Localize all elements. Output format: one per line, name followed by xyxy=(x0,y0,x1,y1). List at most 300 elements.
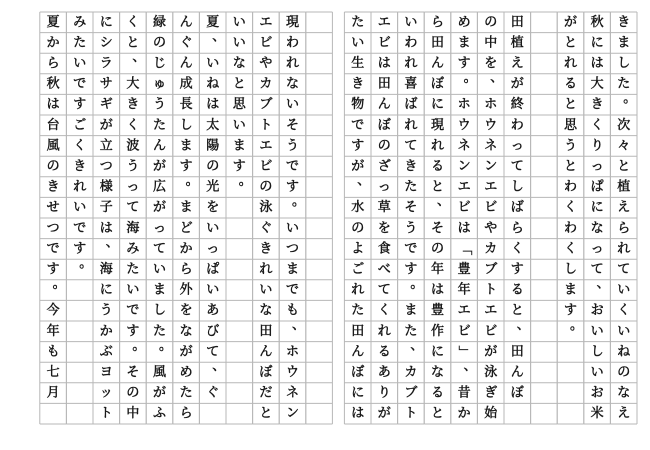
manuscript-character: ぼ xyxy=(510,385,524,401)
manuscript-character: 現 xyxy=(285,14,300,30)
manuscript-character: の xyxy=(484,14,498,30)
manuscript-character: く xyxy=(377,303,391,319)
manuscript-character: ふ xyxy=(152,406,167,422)
manuscript-character: で xyxy=(351,117,365,133)
manuscript-character: は xyxy=(99,220,113,236)
manuscript-character: な xyxy=(179,323,193,339)
manuscript-character: く xyxy=(126,117,140,133)
manuscript-character: を xyxy=(377,220,391,236)
manuscript-character: な xyxy=(259,303,273,319)
manuscript-character: ト xyxy=(99,406,113,422)
manuscript-character: ブ xyxy=(484,262,498,277)
manuscript-character: ウ xyxy=(457,117,471,133)
manuscript-character: る xyxy=(430,385,445,401)
manuscript-character: 子 xyxy=(99,200,113,216)
manuscript-character: 「 xyxy=(456,242,472,256)
manuscript-character: 海 xyxy=(99,262,113,277)
manuscript-character: て xyxy=(377,282,391,298)
manuscript-character: て xyxy=(404,138,418,154)
manuscript-character: に xyxy=(590,35,604,51)
manuscript-character: エ xyxy=(457,179,471,195)
manuscript-character: 始 xyxy=(484,406,498,422)
manuscript-character: え xyxy=(617,406,631,422)
manuscript-character: エ xyxy=(484,179,498,195)
manuscript-character: シ xyxy=(99,35,113,51)
manuscript-character: た xyxy=(617,76,631,92)
manuscript-character: ど xyxy=(179,220,193,236)
manuscript-character: ネ xyxy=(285,385,300,401)
manuscript-character: ビ xyxy=(259,35,273,51)
manuscript-character: す xyxy=(510,262,524,277)
manuscript-character: の xyxy=(206,159,220,174)
manuscript-character: じ xyxy=(152,56,167,71)
manuscript-character: ん xyxy=(259,344,273,360)
manuscript-character: ブ xyxy=(404,385,418,401)
manuscript-character: い xyxy=(206,220,220,236)
manuscript-character: な xyxy=(285,76,300,92)
manuscript-character: き xyxy=(404,159,418,174)
manuscript-character: す xyxy=(179,159,193,174)
manuscript-character: 、 xyxy=(463,359,477,374)
manuscript-character: た xyxy=(179,385,193,401)
manuscript-character: て xyxy=(206,344,220,360)
manuscript-character: す xyxy=(563,303,578,319)
manuscript-character: ト xyxy=(404,406,418,422)
manuscript-character: れ xyxy=(351,282,365,298)
manuscript-character: い xyxy=(590,365,604,380)
manuscript-character: す xyxy=(126,323,140,339)
manuscript-character: る xyxy=(430,159,445,174)
manuscript-character: ぎ xyxy=(484,385,498,401)
manuscript-character: し xyxy=(510,179,524,195)
manuscript-character: れ xyxy=(377,323,391,339)
manuscript-character: 。 xyxy=(463,70,477,86)
manuscript-character: そ xyxy=(404,200,418,216)
manuscript-character: ご xyxy=(351,262,365,277)
manuscript-character: よ xyxy=(351,241,365,257)
manuscript-character: 緑 xyxy=(152,14,167,30)
manuscript-character: ホ xyxy=(457,97,471,113)
manuscript-character: れ xyxy=(430,138,445,154)
manuscript-character: ん xyxy=(351,344,365,360)
manuscript-character: 田 xyxy=(510,344,524,360)
manuscript-character: に xyxy=(590,200,604,216)
manuscript-character: い xyxy=(259,282,273,298)
manuscript-character: あ xyxy=(206,303,220,319)
manuscript-character: カ xyxy=(259,76,273,92)
manuscript-character: え xyxy=(510,56,524,71)
manuscript-character: た xyxy=(152,323,167,339)
manuscript-character: す xyxy=(404,262,418,277)
manuscript-character: を xyxy=(206,200,220,216)
manuscript-character: 中 xyxy=(126,406,140,422)
manuscript-character: あ xyxy=(377,365,391,380)
manuscript-character: っ xyxy=(377,179,391,195)
manuscript-character: し xyxy=(590,344,604,360)
manuscript-character: 終 xyxy=(510,97,524,113)
manuscript-character: 、 xyxy=(132,50,146,65)
manuscript-character: が xyxy=(179,344,193,360)
manuscript-character: か xyxy=(99,323,113,339)
manuscript-character: に xyxy=(430,344,445,360)
manuscript-character: ん xyxy=(510,365,524,380)
manuscript-character: で xyxy=(285,282,300,298)
manuscript-character: ば xyxy=(404,97,418,113)
manuscript-character: エ xyxy=(484,303,498,319)
manuscript-character: の xyxy=(617,365,631,380)
manuscript-character: 夏 xyxy=(206,14,220,30)
manuscript-character: べ xyxy=(377,262,391,277)
manuscript-character: に xyxy=(351,385,365,401)
manuscript-character: ホ xyxy=(285,344,300,360)
manuscript-character: う xyxy=(285,138,300,154)
manuscript-character: い xyxy=(232,14,246,30)
manuscript-character: い xyxy=(73,200,87,216)
manuscript-character: ぶ xyxy=(99,344,113,360)
manuscript-character: ぱ xyxy=(590,179,604,195)
manuscript-character: 泳 xyxy=(484,365,498,380)
manuscript-character: ブ xyxy=(259,97,273,113)
manuscript-character: き xyxy=(46,179,60,195)
manuscript-character: の xyxy=(430,241,445,257)
manuscript-character: 長 xyxy=(179,97,193,113)
manuscript-character: れ xyxy=(617,241,631,257)
manuscript-character: ネ xyxy=(457,138,471,154)
manuscript-character: て xyxy=(617,262,631,277)
manuscript-character: 豊 xyxy=(457,262,471,277)
manuscript-character: つ xyxy=(99,159,113,174)
manuscript-character: 台 xyxy=(46,117,60,133)
manuscript-character: れ xyxy=(73,179,87,195)
manuscript-character: ん xyxy=(430,56,445,71)
manuscript-character: 。 xyxy=(291,194,306,210)
manuscript-character: 植 xyxy=(617,179,631,195)
manuscript-character: い xyxy=(617,323,631,339)
manuscript-character: 思 xyxy=(232,97,246,113)
manuscript-character: 中 xyxy=(484,35,498,51)
manuscript-character: は xyxy=(46,97,60,113)
manuscript-character: な xyxy=(232,56,246,71)
manuscript-character: 風 xyxy=(46,138,60,154)
manuscript-character: ビ xyxy=(457,323,471,339)
manuscript-character: 、 xyxy=(516,317,530,333)
manuscript-character: い xyxy=(73,56,87,71)
manuscript-character: い xyxy=(590,323,604,339)
manuscript-character: な xyxy=(430,365,445,380)
manuscript-character: が xyxy=(377,406,391,422)
manuscript-character: く xyxy=(563,200,578,216)
manuscript-character: カ xyxy=(404,365,418,380)
manuscript-character: く xyxy=(126,14,140,30)
manuscript-character: 思 xyxy=(563,117,578,133)
manuscript-character: ざ xyxy=(377,159,391,174)
manuscript-character: 月 xyxy=(46,385,60,401)
manuscript-character: い xyxy=(285,220,300,236)
manuscript-character: ら xyxy=(179,406,193,422)
manuscript-character: で xyxy=(73,76,87,92)
manuscript-character: な xyxy=(617,385,631,401)
manuscript-character: ね xyxy=(206,76,220,92)
manuscript-character: 七 xyxy=(46,365,60,380)
manuscript-character: 秋 xyxy=(46,76,60,92)
manuscript-character: れ xyxy=(404,117,418,133)
manuscript-character: て xyxy=(126,200,140,216)
manuscript-character: 太 xyxy=(206,117,220,133)
manuscript-character: ぱ xyxy=(206,262,220,277)
manuscript-character: び xyxy=(206,323,220,339)
manuscript-character: ギ xyxy=(99,97,113,113)
manuscript-character: と xyxy=(430,179,445,195)
manuscript-character: た xyxy=(152,117,167,133)
manuscript-character: 田 xyxy=(377,76,391,92)
manuscript-character: エ xyxy=(457,303,471,319)
manuscript-character: は xyxy=(457,220,471,236)
manuscript-character: 物 xyxy=(351,97,365,113)
manuscript-character: 食 xyxy=(377,241,391,257)
manuscript-character: か xyxy=(457,406,471,422)
manuscript-character: 、 xyxy=(291,317,306,333)
manuscript-character: ぼ xyxy=(430,76,445,92)
manuscript-character: と xyxy=(563,35,578,51)
manuscript-character: お xyxy=(590,385,604,401)
manuscript-character: き xyxy=(617,14,631,30)
manuscript-character: と xyxy=(617,159,631,174)
manuscript-character: う xyxy=(404,220,418,236)
manuscript-character: に xyxy=(99,282,113,298)
manuscript-character: ん xyxy=(179,14,193,30)
manuscript-character: ビ xyxy=(457,200,471,216)
manuscript-character: ぼ xyxy=(351,365,365,380)
manuscript-character: た xyxy=(73,35,87,51)
manuscript-character: ビ xyxy=(484,200,498,216)
manuscript-character: す xyxy=(73,97,87,113)
manuscript-character: と xyxy=(232,76,246,92)
manuscript-character: 。 xyxy=(569,317,584,333)
manuscript-character: 夏 xyxy=(46,14,60,30)
manuscript-character: ウ xyxy=(484,117,498,133)
manuscript-character: 昔 xyxy=(457,385,471,401)
manuscript-character: が xyxy=(563,14,578,30)
manuscript-character: 、 xyxy=(410,338,424,354)
manuscript-character: 」 xyxy=(456,345,472,359)
manuscript-character: き xyxy=(73,159,87,174)
manuscript-character: 次 xyxy=(617,117,631,133)
manuscript-character: み xyxy=(73,14,87,30)
manuscript-character: く xyxy=(510,241,524,257)
manuscript-character: 。 xyxy=(132,338,146,354)
manuscript-character: ん xyxy=(377,97,391,113)
manuscript-character: う xyxy=(99,303,113,319)
manuscript-character: い xyxy=(126,282,140,298)
manuscript-character: く xyxy=(590,117,604,133)
manuscript-character: つ xyxy=(285,241,300,257)
manuscript-character: り xyxy=(590,138,604,154)
manuscript-character: く xyxy=(73,138,87,154)
manuscript-character: す xyxy=(232,159,246,174)
manuscript-character: ウ xyxy=(285,365,300,380)
manuscript-character: ゅ xyxy=(152,76,167,92)
manuscript-character: わ xyxy=(563,179,578,195)
manuscript-character: ぼ xyxy=(259,365,273,380)
manuscript-character: を xyxy=(484,56,498,71)
manuscript-character: 今 xyxy=(46,303,60,319)
manuscript-character: だ xyxy=(259,385,273,401)
manuscript-character: す xyxy=(351,138,365,154)
manuscript-character: が xyxy=(99,117,113,133)
manuscript-character: で xyxy=(126,303,140,319)
manuscript-character: き xyxy=(126,97,140,113)
manuscript-character: そ xyxy=(430,220,445,236)
manuscript-character: 豊 xyxy=(430,303,445,319)
manuscript-character: 海 xyxy=(126,220,140,236)
manuscript-character: で xyxy=(46,241,60,257)
manuscript-character: い xyxy=(351,35,365,51)
manuscript-character: ば xyxy=(510,200,524,216)
manuscript-character: く xyxy=(563,241,578,257)
manuscript-character: が xyxy=(484,344,498,360)
manuscript-character: が xyxy=(510,76,524,92)
manuscript-character: ホ xyxy=(484,97,498,113)
manuscript-character: て xyxy=(590,262,604,277)
manuscript-character: 。 xyxy=(623,91,637,107)
manuscript-character: い xyxy=(206,282,220,298)
manuscript-character: い xyxy=(285,97,300,113)
manuscript-character: き xyxy=(351,76,365,92)
manuscript-character: れ xyxy=(404,56,418,71)
manuscript-character: う xyxy=(563,138,578,154)
manuscript-character: 。 xyxy=(238,173,252,189)
manuscript-character: ま xyxy=(285,262,300,277)
manuscript-character: 陽 xyxy=(206,138,220,154)
manuscript-character: め xyxy=(179,365,193,380)
manuscript-character: わ xyxy=(285,35,300,51)
manuscript-character: ら xyxy=(617,220,631,236)
manuscript-character: 。 xyxy=(52,276,66,292)
manuscript-character: 田 xyxy=(430,35,445,51)
manuscript-character: め xyxy=(457,14,471,30)
manuscript-character: 水 xyxy=(351,200,365,216)
manuscript-character: カ xyxy=(484,241,498,257)
manuscript-character: ン xyxy=(457,159,471,174)
manuscript-character: は xyxy=(590,56,604,71)
manuscript-character: る xyxy=(563,76,578,92)
manuscript-character: に xyxy=(99,14,113,30)
manuscript-character: そ xyxy=(285,117,300,133)
manuscript-character: っ xyxy=(590,241,604,257)
manuscript-character: わ xyxy=(510,117,524,133)
manuscript-character: い xyxy=(404,14,418,30)
manuscript-character: し xyxy=(179,117,193,133)
manuscript-character: ん xyxy=(152,138,167,154)
manuscript-character: は xyxy=(206,97,220,113)
manuscript-character: と xyxy=(126,35,140,51)
manuscript-character: み xyxy=(126,241,140,257)
manuscript-character: で xyxy=(404,241,418,257)
manuscript-character: 、 xyxy=(105,235,119,251)
manuscript-character: 光 xyxy=(206,179,220,195)
manuscript-character: 泳 xyxy=(259,200,273,216)
manuscript-character: 々 xyxy=(617,138,631,154)
manuscript-character: ら xyxy=(430,14,445,30)
manuscript-character: と xyxy=(430,406,445,422)
manuscript-character: は xyxy=(351,406,365,422)
manuscript-character: ッ xyxy=(99,385,113,401)
manuscript-character: は xyxy=(430,282,445,298)
manuscript-character: 田 xyxy=(259,323,273,339)
manuscript-character: の xyxy=(46,159,60,174)
manuscript-character: 成 xyxy=(179,76,193,92)
manuscript-character: 草 xyxy=(377,200,391,216)
manuscript-character: ま xyxy=(457,35,471,51)
manuscript-character: っ xyxy=(510,138,524,154)
manuscript-character: も xyxy=(285,303,300,319)
manuscript-character: 、 xyxy=(212,359,226,374)
manuscript-character: ご xyxy=(73,117,87,133)
manuscript-character: い xyxy=(206,56,220,71)
manuscript-character: か xyxy=(46,35,60,51)
manuscript-character: の xyxy=(351,220,365,236)
manuscript-character: す xyxy=(46,262,60,277)
manuscript-character: 大 xyxy=(126,76,140,92)
manuscript-character: 喜 xyxy=(404,76,418,92)
manuscript-character: 広 xyxy=(152,179,167,195)
manuscript-character: え xyxy=(617,200,631,216)
manuscript-character: ま xyxy=(617,35,631,51)
manuscript-character: や xyxy=(259,56,273,71)
manuscript-character: い xyxy=(232,117,246,133)
manuscript-character: 、 xyxy=(490,70,504,86)
manuscript-character: 、 xyxy=(436,194,451,210)
manuscript-character: 年 xyxy=(430,262,445,277)
manuscript-character: 秋 xyxy=(590,14,604,30)
manuscript-character: お xyxy=(590,303,604,319)
manuscript-character: ぼ xyxy=(377,117,391,133)
manuscript-character: す xyxy=(457,56,471,71)
manuscript-character: て xyxy=(510,159,524,174)
manuscript-character: 。 xyxy=(79,256,93,271)
manuscript-character: ネ xyxy=(484,138,498,154)
manuscript-character: 波 xyxy=(126,138,140,154)
manuscript-character: 様 xyxy=(99,179,113,195)
manuscript-character: っ xyxy=(126,179,140,195)
manuscript-character: 立 xyxy=(99,138,113,154)
manuscript-character: な xyxy=(590,220,604,236)
manuscript-character: 植 xyxy=(510,35,524,51)
manuscript-character: ヨ xyxy=(99,365,113,380)
manuscript-character: 、 xyxy=(596,276,610,292)
manuscript-character: っ xyxy=(206,241,220,257)
manuscript-character: 。 xyxy=(185,173,199,189)
manuscript-character: う xyxy=(152,97,167,113)
manuscript-character: ビ xyxy=(259,159,273,174)
manuscript-character: き xyxy=(590,97,604,113)
manuscript-character: に xyxy=(430,97,445,113)
manuscript-character: 作 xyxy=(430,323,445,339)
manuscript-character: ま xyxy=(563,282,578,298)
manuscript-character: て xyxy=(152,241,167,257)
manuscript-character: ビ xyxy=(484,323,498,339)
manuscript-character: ん xyxy=(179,56,193,71)
manuscript-character: わ xyxy=(404,35,418,51)
manuscript-character: が xyxy=(152,385,167,401)
manuscript-character: の xyxy=(377,138,391,154)
manuscript-character: た xyxy=(351,14,365,30)
manuscript-character: 年 xyxy=(457,282,471,298)
manuscript-character: が xyxy=(152,200,167,216)
manuscript-character: の xyxy=(152,35,167,51)
manuscript-character: と xyxy=(510,303,524,319)
manuscript-character: ま xyxy=(179,138,193,154)
